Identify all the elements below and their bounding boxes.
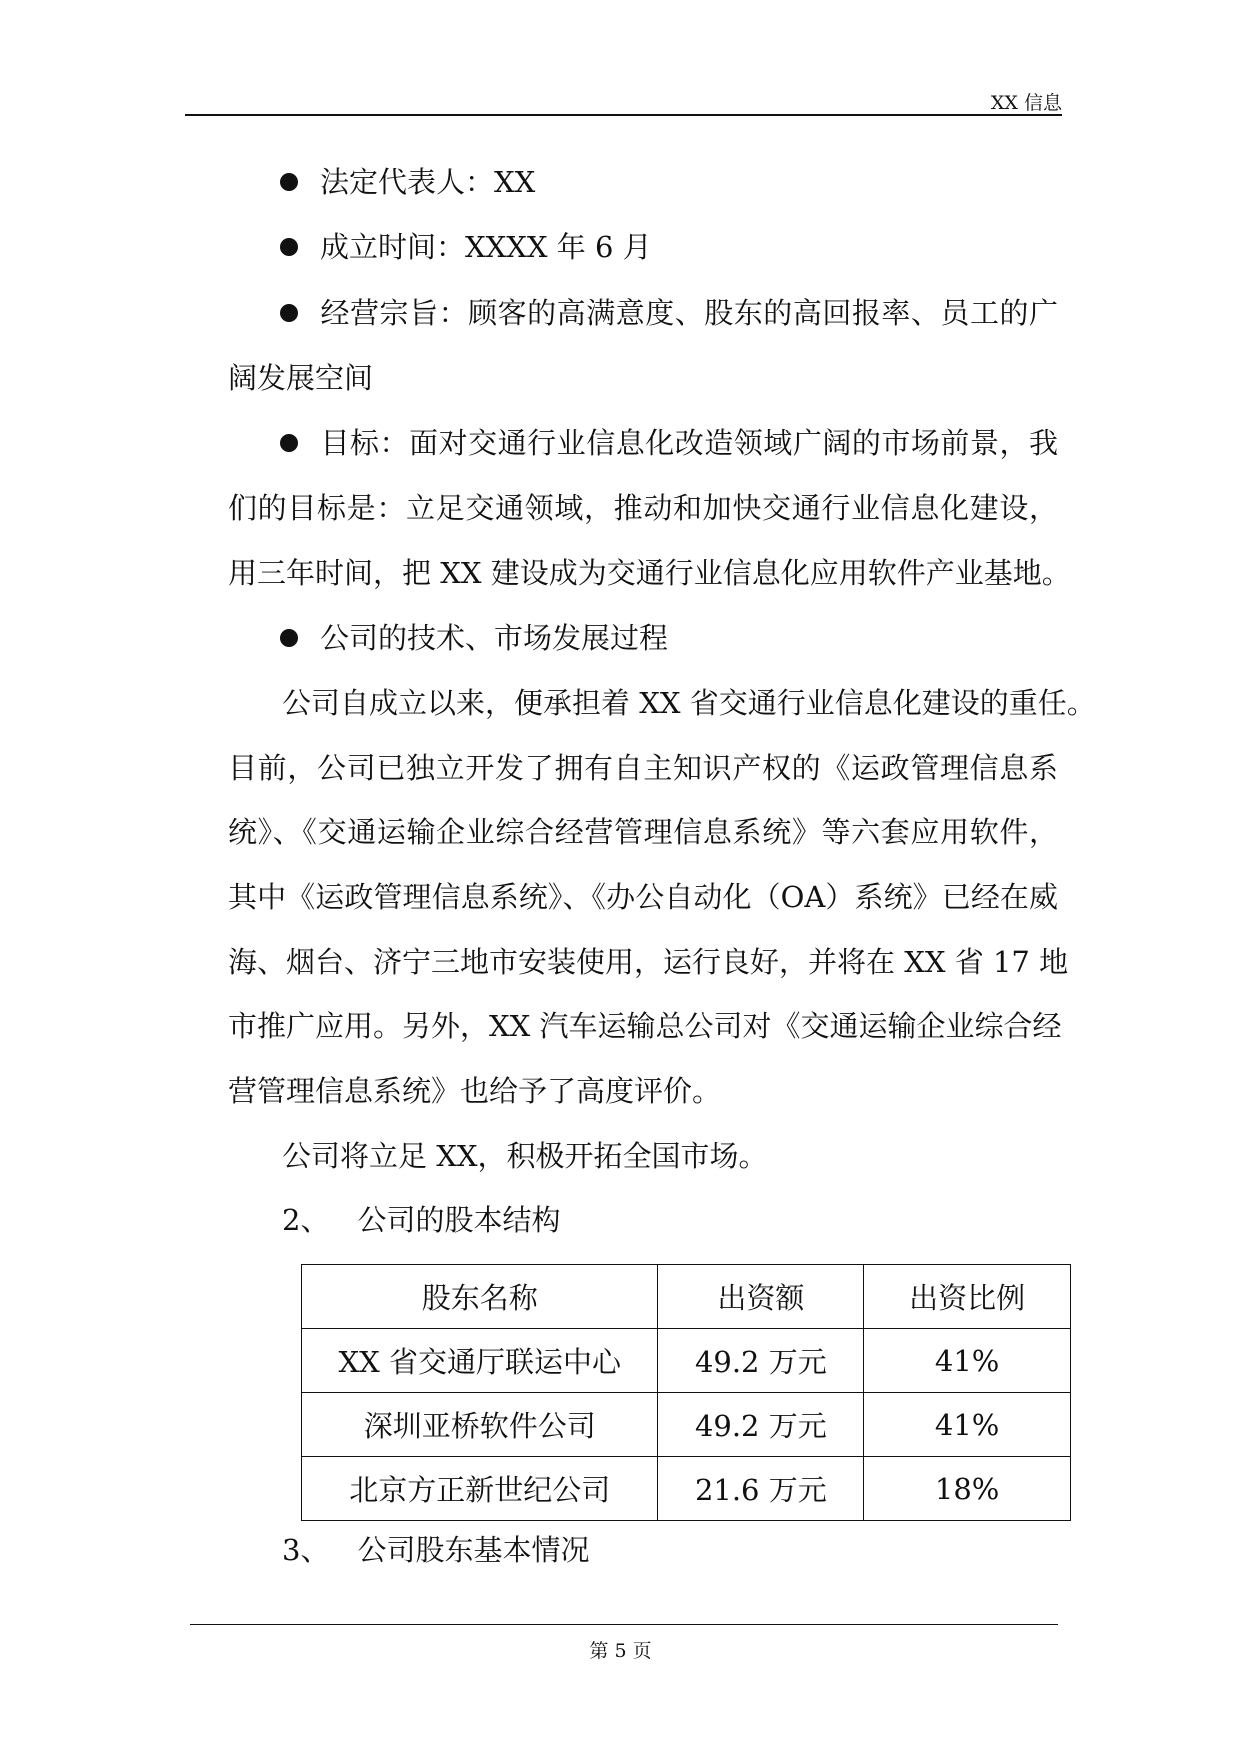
table-row bbox=[302, 1329, 1071, 1393]
section3-number: 3、 bbox=[282, 1533, 330, 1567]
header-shareholder-name: 股东名称 bbox=[302, 1265, 658, 1329]
paragraph1-line1: 公司自成立以来，便承担着 XX 省交通行业信息化建设的重任。 bbox=[282, 686, 1096, 720]
bullet-purpose bbox=[280, 293, 1058, 333]
bullet-icon bbox=[280, 173, 298, 191]
section2-number: 2、 bbox=[282, 1203, 330, 1237]
bullet-founded bbox=[280, 227, 652, 267]
header-title: XX 信息 bbox=[990, 92, 1062, 114]
capital-ratio: 41% bbox=[864, 1393, 1071, 1457]
paragraph1-line4: 其中《运政管理信息系统》、《办公自动化（OA）系统》已经在威 bbox=[228, 880, 1058, 914]
section2-title: 公司的股本结构 bbox=[357, 1203, 561, 1237]
paragraph2: 公司将立足 XX，积极开拓全国市场。 bbox=[282, 1139, 768, 1173]
goal-line3: 用三年时间，把 XX 建设成为交通行业信息化应用软件产业基地。 bbox=[228, 556, 1071, 590]
paragraph1-line6: 市推广应用。另外，XX 汽车运输总公司对《交通运输企业综合经 bbox=[228, 1009, 1062, 1043]
bullet-legal-rep bbox=[280, 162, 535, 202]
paragraph1-line3: 统》、《交通运输企业综合经营管理信息系统》等六套应用软件， bbox=[228, 815, 1058, 849]
legal-rep-text: 法定代表人：XX bbox=[320, 165, 536, 199]
header-capital-amount: 出资额 bbox=[658, 1265, 864, 1329]
shareholder-name: 北京方正新世纪公司 bbox=[302, 1457, 658, 1521]
equity-table bbox=[301, 1264, 1071, 1521]
section3-title: 公司股东基本情况 bbox=[357, 1533, 590, 1567]
bullet-icon bbox=[280, 629, 298, 647]
shareholder-name: XX 省交通厅联运中心 bbox=[302, 1329, 658, 1393]
bullet-goal bbox=[280, 423, 1058, 463]
paragraph1-line5: 海、烟台、济宁三地市安装使用，运行良好，并将在 XX 省 17 地 bbox=[228, 945, 1069, 979]
capital-amount: 49.2 万元 bbox=[658, 1393, 864, 1457]
page-header bbox=[185, 86, 1062, 116]
capital-ratio: 18% bbox=[864, 1457, 1071, 1521]
purpose-line1: 经营宗旨：顾客的高满意度、股东的高回报率、员工的广 bbox=[320, 296, 1058, 330]
capital-amount: 49.2 万元 bbox=[658, 1329, 864, 1393]
paragraph1-line2: 目前，公司已独立开发了拥有自主知识产权的《运政管理信息系 bbox=[228, 751, 1058, 785]
table-row bbox=[302, 1393, 1071, 1457]
bullet-history bbox=[280, 618, 668, 658]
goal-line2: 们的目标是：立足交通领域，推动和加快交通行业信息化建设， bbox=[228, 491, 1058, 525]
capital-amount: 21.6 万元 bbox=[658, 1457, 864, 1521]
shareholder-name: 深圳亚桥软件公司 bbox=[302, 1393, 658, 1457]
goal-line1: 目标：面对交通行业信息化改造领域广阔的市场前景，我 bbox=[320, 426, 1058, 460]
section3-heading bbox=[282, 1530, 589, 1570]
bullet-icon bbox=[280, 304, 298, 322]
section2-heading bbox=[282, 1200, 560, 1240]
page-number: 第 5 页 bbox=[589, 1640, 652, 1662]
founded-text: 成立时间：XXXX 年 6 月 bbox=[320, 230, 652, 264]
table-header-row bbox=[302, 1265, 1071, 1329]
header-capital-ratio: 出资比例 bbox=[864, 1265, 1071, 1329]
table-row bbox=[302, 1457, 1071, 1521]
paragraph1-line7: 营管理信息系统》也给予了高度评价。 bbox=[228, 1074, 722, 1108]
history-text: 公司的技术、市场发展过程 bbox=[320, 621, 669, 655]
footer-rule bbox=[190, 1624, 1058, 1625]
bullet-icon bbox=[280, 434, 298, 452]
purpose-line2: 阔发展空间 bbox=[228, 361, 374, 395]
capital-ratio: 41% bbox=[864, 1329, 1071, 1393]
bullet-icon bbox=[280, 238, 298, 256]
